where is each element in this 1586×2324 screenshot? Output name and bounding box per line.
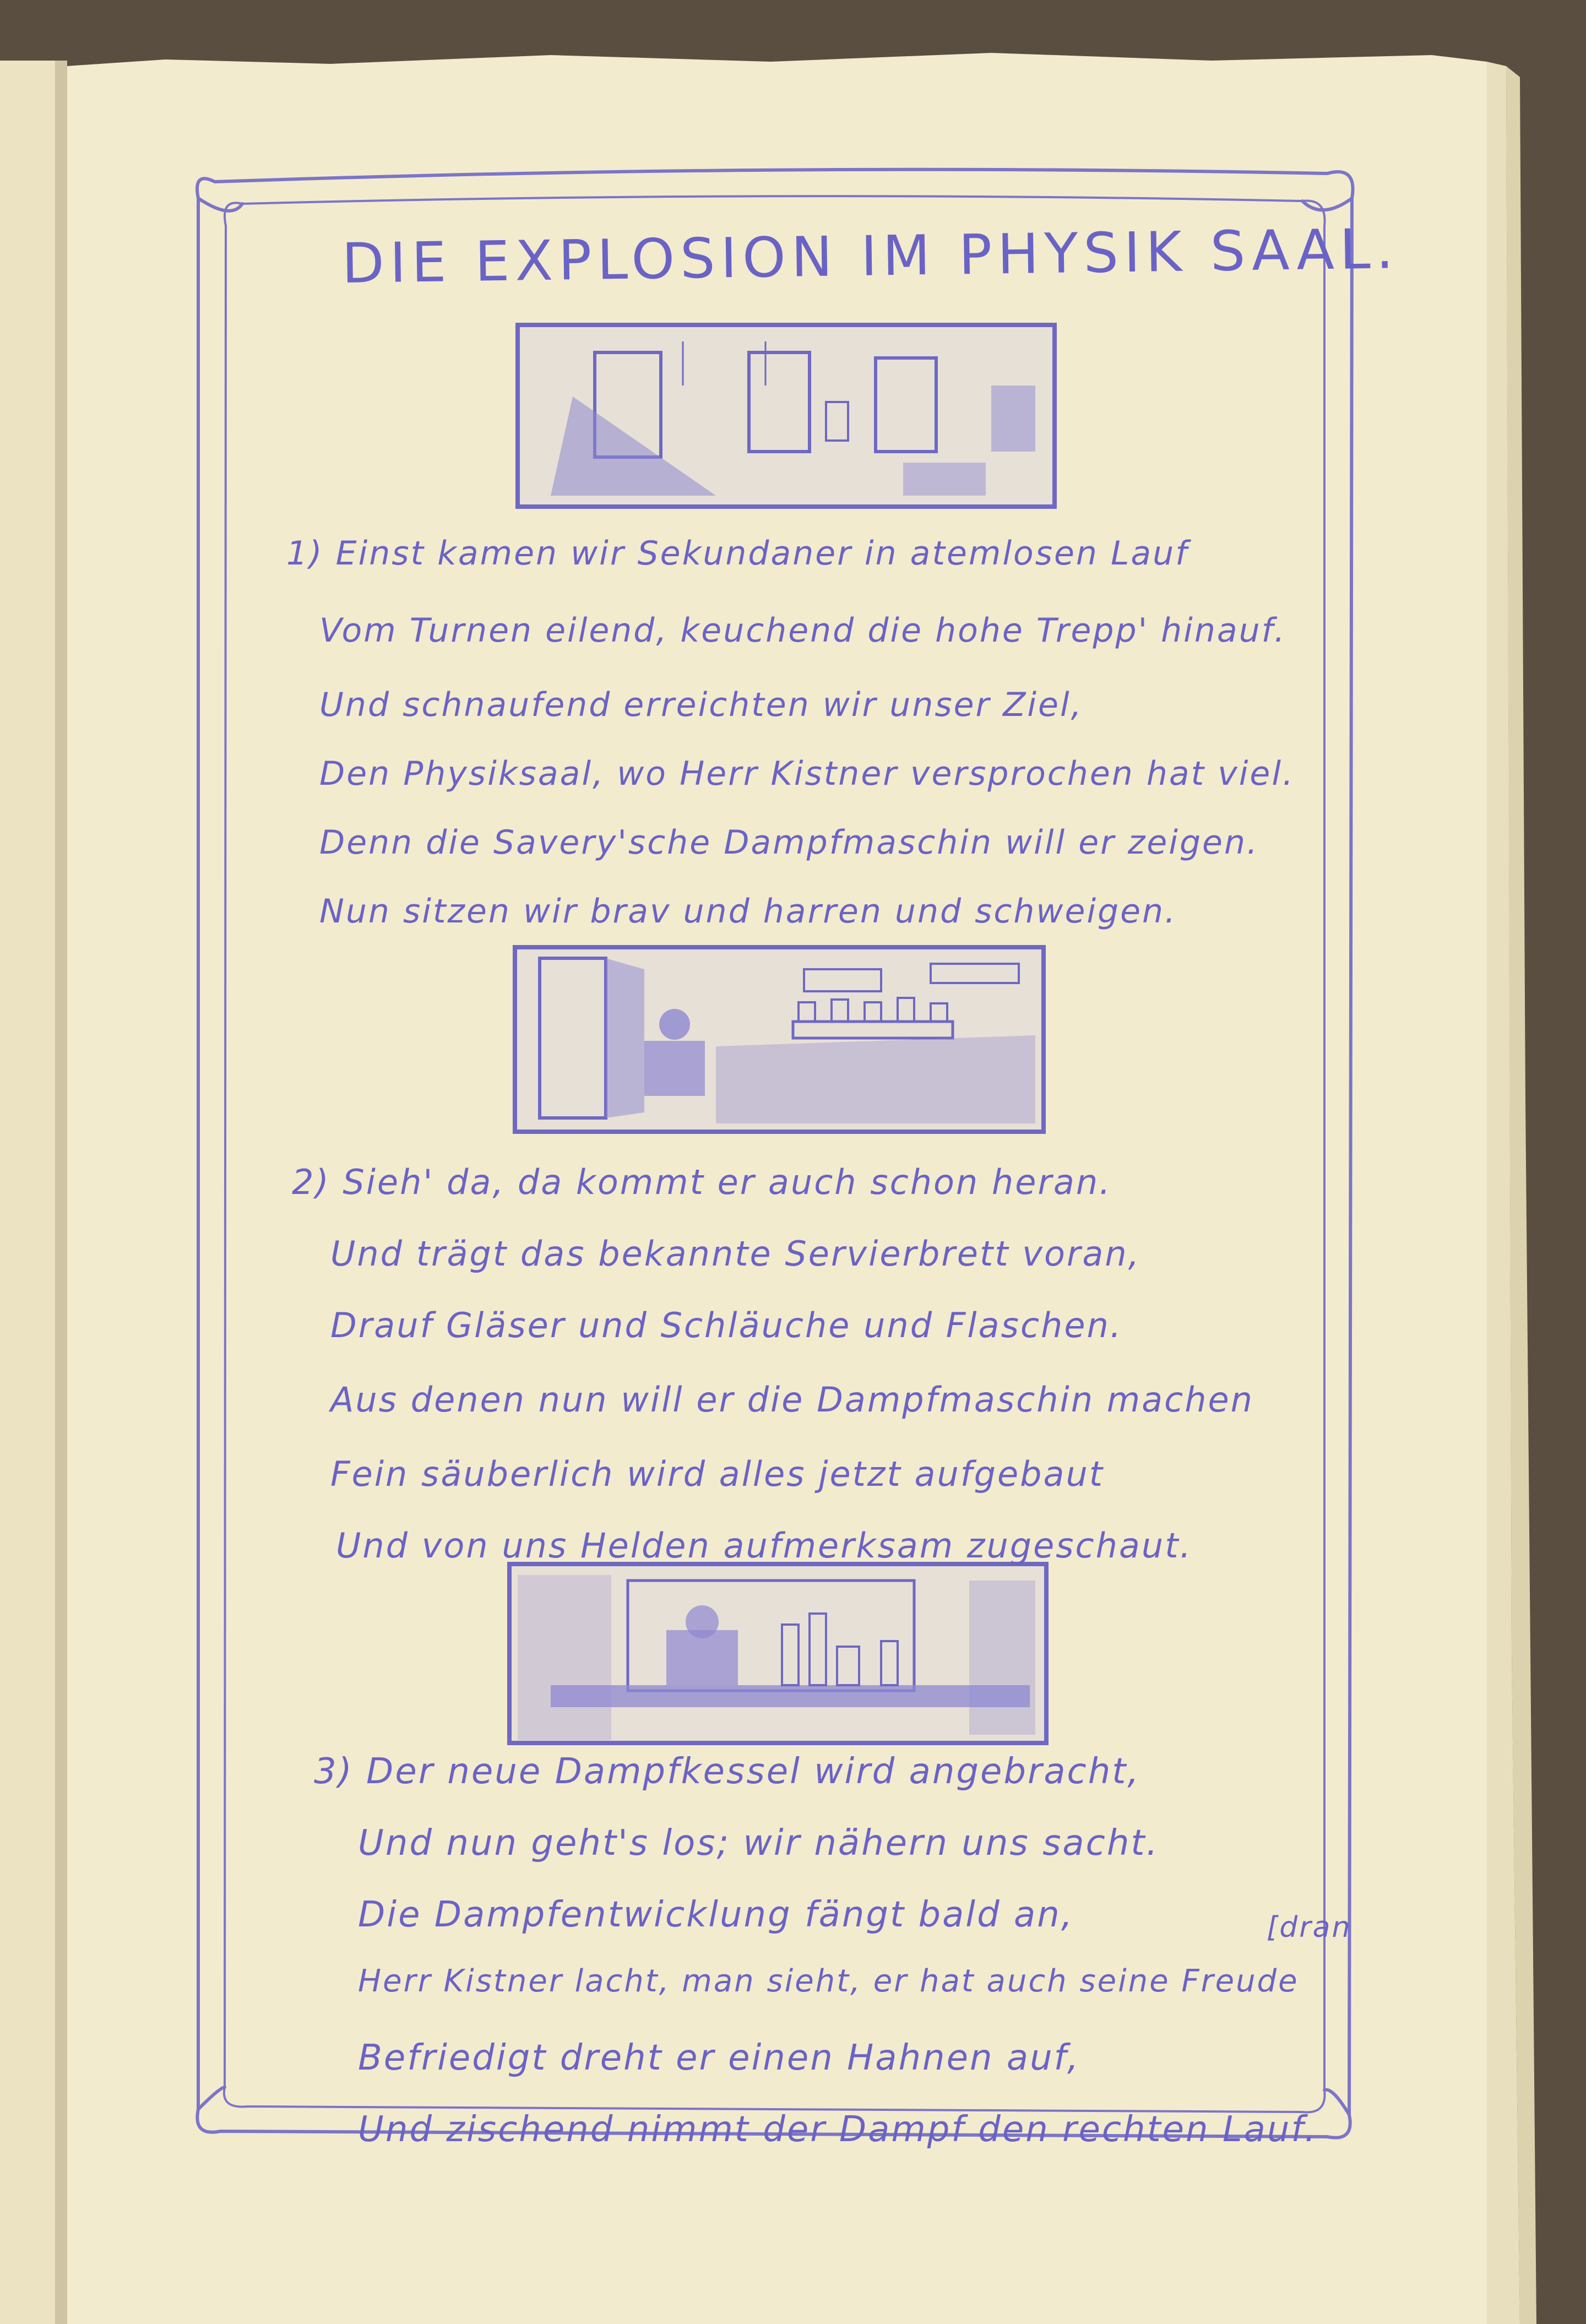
- stanza-1-line-5: Denn die Savery'sche Dampfmaschin will er zeigen.: [319, 823, 1259, 862]
- stanza-2-line-2: Und trägt das bekannte Servierbrett voran,: [330, 1234, 1141, 1274]
- stanza-3-line-5: Befriedigt dreht er einen Hahnen auf,: [358, 2038, 1080, 2078]
- stanza-2-line-5: Fein säuberlich wird alles jetzt aufgebaut: [330, 1454, 1105, 1494]
- stanza-1-line-2: Vom Turnen eilend, keuchend die hohe Trepp' hinauf.: [319, 611, 1286, 650]
- illustration-apparatus: [509, 1564, 1046, 1743]
- stanza-1-line-3: Und schnaufend erreichten wir unser Ziel,: [319, 686, 1083, 724]
- left-page: [0, 61, 61, 2324]
- page-title: DIE EXPLOSION IM PHYSIK SAAL.: [341, 216, 1399, 296]
- illustration-teacher: [515, 947, 1044, 1132]
- stanza-3-line-6: Und zischend nimmt der Dampf den rechten Lauf.: [358, 2109, 1318, 2150]
- stanza-2-line-6: Und von uns Helden aufmerksam zugeschaut.: [336, 1525, 1193, 1566]
- stanza-3-line-4: Herr Kistner lacht, man sieht, er hat auch seine Freude: [358, 1963, 1299, 1999]
- stanza-3-line-1: 3) Der neue Dampfkessel wird angebracht,: [314, 1751, 1140, 1792]
- stanza-1-line-6: Nun sitzen wir brav und harren und schweigen.: [319, 892, 1177, 931]
- stanza-2-line-1: 2) Sieh' da, da kommt er auch schon heran.: [292, 1162, 1112, 1202]
- stanza-3-line-2: Und nun geht's los; wir nähern uns sacht.: [358, 1823, 1159, 1864]
- stanza-2-line-3: Drauf Gläser und Schläuche und Flaschen.: [330, 1305, 1123, 1345]
- stanza-3-line-3: Die Dampfentwicklung fängt bald an,: [358, 1894, 1074, 1935]
- stanza-1-line-1: 1) Einst kamen wir Sekundaner in atemlosen Lauf: [286, 534, 1189, 573]
- stanza-1-line-4: Den Physiksaal, wo Herr Kistner versprochen hat viel.: [319, 754, 1295, 793]
- illustration-classroom: [518, 325, 1055, 507]
- stanza-2-line-4: Aus denen nun will er die Dampfmaschin machen: [330, 1380, 1254, 1420]
- margin-note: [dran: [1267, 1911, 1352, 1944]
